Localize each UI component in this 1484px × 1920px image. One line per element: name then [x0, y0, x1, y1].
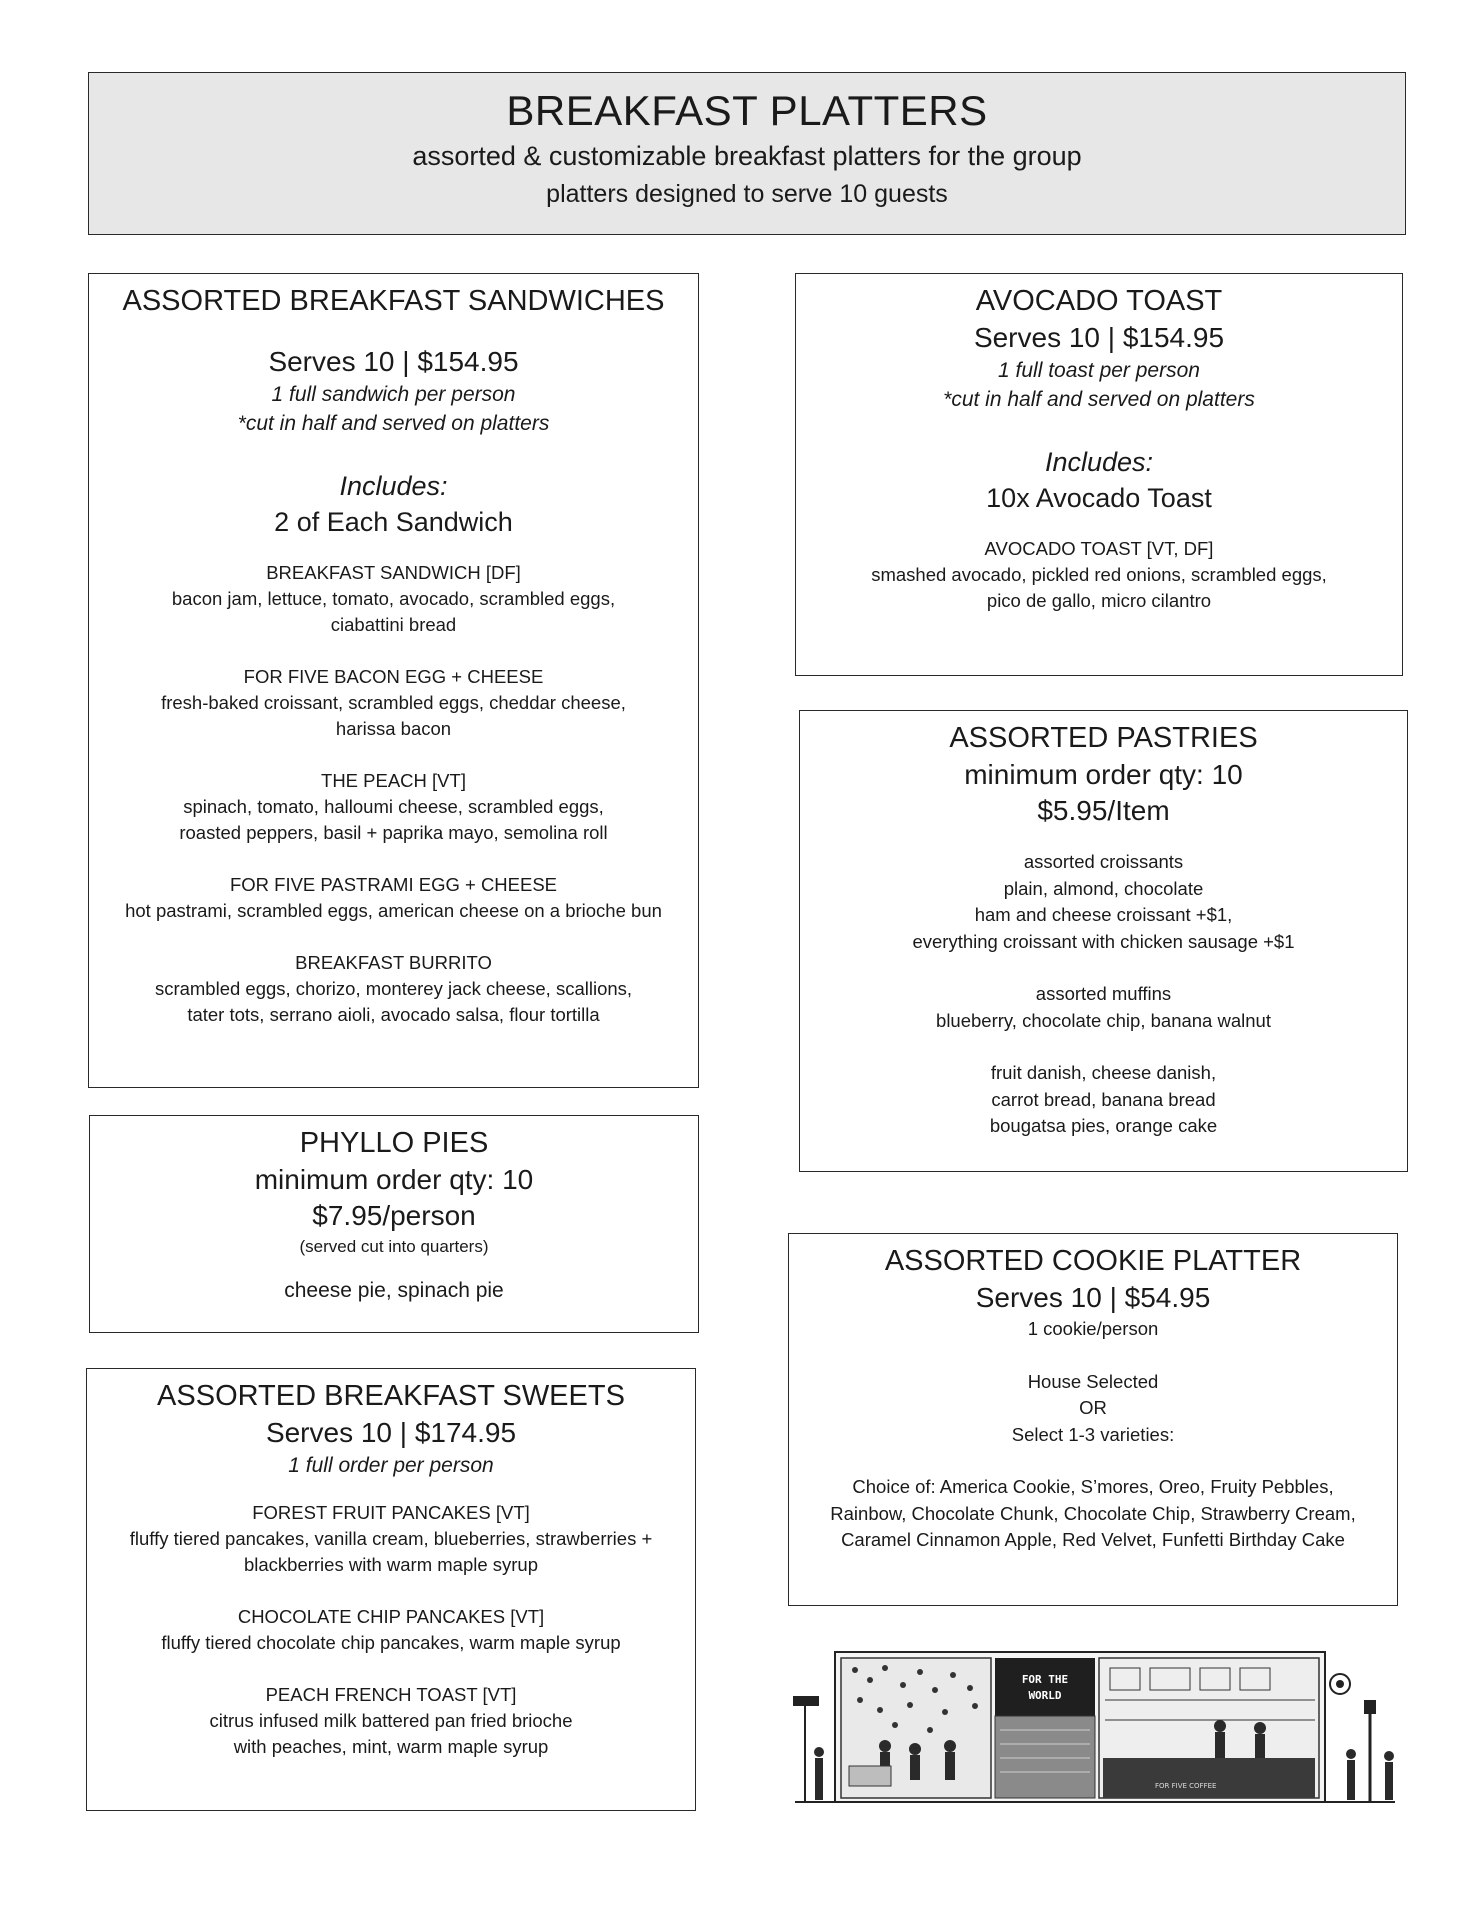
portion-note: 1 full sandwich per person: [271, 383, 516, 406]
item-description: blackberries with warm maple syrup: [243, 1554, 539, 1575]
serving-note: *cut in half and served on platters: [943, 388, 1255, 411]
includes-label: Includes:: [339, 471, 448, 501]
pastry-line: bougatsa pies, orange cake: [989, 1115, 1218, 1136]
item-description: pico de gallo, micro cilantro: [986, 590, 1212, 611]
item-description: fluffy tiered chocolate chip pancakes, warm maple syrup: [161, 1632, 621, 1653]
sign-text: FOR THE: [1021, 1673, 1069, 1686]
minimum-order: minimum order qty: 10: [254, 1164, 534, 1195]
menu-item: [89, 664, 698, 742]
phyllo-pies-card: [89, 1115, 699, 1333]
item-description: ciabattini bread: [330, 614, 457, 635]
item-name: BREAKFAST BURRITO: [295, 952, 492, 973]
card-title: ASSORTED BREAKFAST SWEETS: [157, 1380, 625, 1412]
card-title: ASSORTED PASTRIES: [949, 722, 1258, 754]
pastry-line: assorted muffins: [1035, 983, 1172, 1004]
item-description: bacon jam, lettuce, tomato, avocado, scrambled eggs,: [171, 588, 616, 609]
pie-varieties: cheese pie, spinach pie: [284, 1279, 504, 1302]
cookie-choices: Choice of: America Cookie, S’mores, Oreo, Fruity Pebbles,: [852, 1476, 1334, 1497]
pastry-line: assorted croissants: [1023, 851, 1184, 872]
sign-text: WORLD: [1028, 1689, 1062, 1702]
breakfast-sweets-card: [86, 1368, 696, 1811]
item-description: harissa bacon: [335, 718, 452, 739]
selection-line: OR: [1079, 1397, 1107, 1418]
card-title: PHYLLO PIES: [299, 1127, 489, 1159]
menu-item: [89, 768, 698, 846]
card-title: ASSORTED COOKIE PLATTER: [884, 1245, 1302, 1277]
includes-value: 10x Avocado Toast: [986, 483, 1212, 513]
pastry-line: plain, almond, chocolate: [1003, 877, 1204, 899]
menu-item: [89, 950, 698, 1028]
avocado-toast-card: [795, 273, 1403, 676]
pastry-line: blueberry, chocolate chip, banana walnut: [936, 1009, 1271, 1031]
portion-note: 1 full toast per person: [998, 359, 1200, 382]
item-description: spinach, tomato, halloumi cheese, scrambled eggs,: [183, 796, 604, 817]
card-title: AVOCADO TOAST: [975, 285, 1223, 317]
includes-label: Includes:: [1044, 447, 1154, 477]
selection-line: Select 1-3 varieties:: [1011, 1423, 1175, 1445]
item-name: FOR FIVE PASTRAMI EGG + CHEESE: [229, 874, 558, 895]
serves-price: Serves 10 | $154.95: [973, 322, 1225, 353]
portion-note: 1 full order per person: [288, 1454, 494, 1477]
pastries-card: [799, 710, 1408, 1172]
item-description: smashed avocado, pickled red onions, scrambled eggs,: [871, 564, 1327, 585]
item-description: fresh-baked croissant, scrambled eggs, cheddar cheese,: [161, 692, 626, 713]
item-description: hot pastrami, scrambled eggs, american cheese on a brioche bun: [125, 900, 662, 921]
cookie-choices: Caramel Cinnamon Apple, Red Velvet, Funfetti Birthday Cake: [841, 1529, 1345, 1550]
item-name: FOR FIVE BACON EGG + CHEESE: [243, 666, 544, 687]
breakfast-sandwiches-card: [88, 273, 699, 1088]
serving-note: (served cut into quarters): [299, 1237, 489, 1256]
page-subtitle: assorted & customizable breakfast platters for the group: [412, 141, 1082, 171]
item-price: $7.95/person: [312, 1200, 476, 1231]
portion-note: 1 cookie/person: [1027, 1318, 1159, 1339]
selection-line: House Selected: [1027, 1370, 1159, 1392]
serves-price: Serves 10 | $174.95: [265, 1417, 517, 1448]
item-name: CHOCOLATE CHIP PANCAKES [VT]: [237, 1606, 545, 1627]
pastry-line: fruit danish, cheese danish,: [990, 1062, 1217, 1083]
serves-price: Serves 10 | $54.95: [975, 1282, 1211, 1313]
item-name: FOREST FRUIT PANCAKES [VT]: [252, 1502, 530, 1523]
item-description: fluffy tiered pancakes, vanilla cream, blueberries, strawberries +: [129, 1528, 653, 1549]
item-name: PEACH FRENCH TOAST [VT]: [265, 1684, 517, 1705]
coffee-shop-illustration: [785, 1640, 1405, 1810]
cookie-choices: Rainbow, Chocolate Chunk, Chocolate Chip, Strawberry Cream,: [830, 1502, 1356, 1524]
pastry-line: carrot bread, banana bread: [991, 1088, 1216, 1110]
page-title: BREAKFAST PLATTERS: [506, 87, 988, 134]
pastry-line: ham and cheese croissant +$1,: [974, 904, 1233, 925]
menu-item: [87, 1500, 695, 1578]
item-name: THE PEACH [VT]: [321, 770, 466, 791]
serving-note: *cut in half and served on platters: [237, 412, 550, 435]
includes-value: 2 of Each Sandwich: [274, 507, 513, 537]
item-name: BREAKFAST SANDWICH [DF]: [266, 562, 521, 583]
serves-price: Serves 10 | $154.95: [268, 346, 519, 377]
item-description: citrus infused milk battered pan fried brioche: [209, 1710, 573, 1731]
pastry-line: everything croissant with chicken sausage +$1: [912, 930, 1295, 952]
shop-label: FOR FIVE COFFEE: [1155, 1782, 1217, 1790]
card-title: ASSORTED BREAKFAST SANDWICHES: [122, 285, 665, 317]
item-description: scrambled eggs, chorizo, monterey jack cheese, scallions,: [154, 978, 633, 999]
menu-item: [87, 1604, 695, 1656]
item-description: roasted peppers, basil + paprika mayo, semolina roll: [179, 822, 608, 843]
page-subtitle-serving: platters designed to serve 10 guests: [546, 180, 948, 208]
item-description: with peaches, mint, warm maple syrup: [233, 1736, 549, 1757]
menu-item: [89, 872, 698, 924]
item-name: AVOCADO TOAST [VT, DF]: [984, 538, 1214, 559]
minimum-order: minimum order qty: 10: [964, 759, 1243, 790]
cookie-platter-card: [788, 1233, 1398, 1606]
menu-item: [89, 560, 698, 638]
menu-item: [87, 1682, 695, 1760]
item-description: tater tots, serrano aioli, avocado salsa, flour tortilla: [187, 1004, 600, 1025]
item-price: $5.95/Item: [1037, 795, 1170, 826]
header-banner: [88, 72, 1406, 235]
